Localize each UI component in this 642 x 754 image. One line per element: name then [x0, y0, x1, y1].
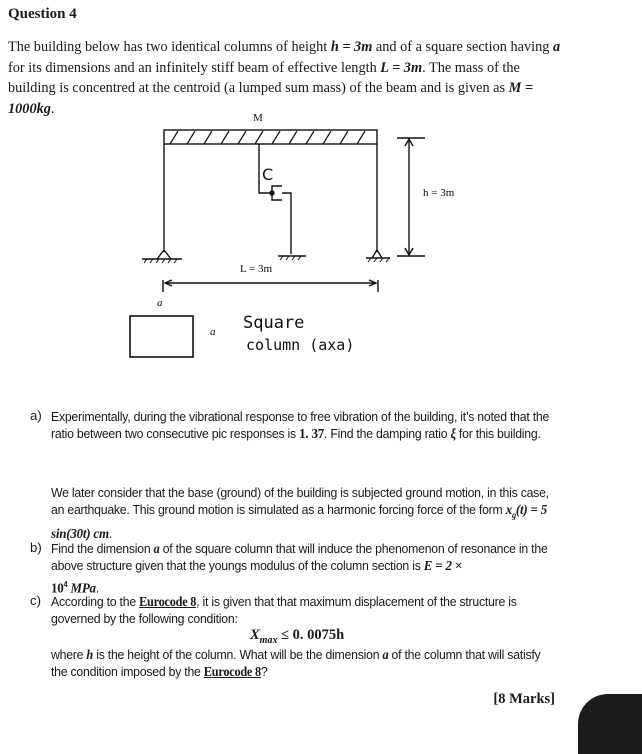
eurocode-link: Eurocode 8 [139, 594, 197, 609]
length-label: L = 3m [240, 263, 273, 275]
square-section [130, 316, 193, 357]
damper-label: C [262, 165, 274, 184]
dim-a-side: a [210, 326, 216, 338]
mass-label: M [253, 112, 263, 124]
part-a-label: a) [30, 408, 42, 423]
part-c-text-2: where h is the height of the column. What will be the dimension a of the column that will satisfy the condition imposed by the Eurocode 8? [51, 647, 541, 680]
condition-equation: $X_{max} \le 0$. 0075h [250, 627, 345, 646]
dim-a-bottom: a [157, 297, 163, 309]
section-note-line1: Square [243, 313, 305, 333]
stiff-beam [164, 130, 377, 144]
section-note-line2: column (axa) [246, 336, 355, 354]
eurocode-link-2: Eurocode 8 [203, 664, 261, 680]
height-label: h = 3m [423, 187, 455, 199]
ground-equation: $x_g(t) = 5$ sin(30t) cm [51, 503, 548, 542]
marks-label: [8 Marks] [493, 691, 555, 707]
part-b-text: Find the dimension a of the square column that will induce the phenomenon of resonance in the above structure given that the youngs modulus of the column section is E = 2 × $10^4$ MPa. [51, 541, 548, 597]
part-a-text: Experimentally, during the vibrational response to free vibration of the building, it’s noted that the ratio between two consecutive pic responses is 1. 37. Find the damping ratio ξ for this building. [51, 409, 550, 443]
part-c-text: According to the Eurocode 8, it is given that that maximum displacement of the structure is governed by the following condition: [51, 594, 517, 627]
ground-motion-text: We later consider that the base (ground) of the building is subjected ground motion, in this case, an earthquake. This ground motion is simulated as a harmonic forcing force of the form $x_g(t) = 5$ sin(30t) cm. [51, 485, 549, 542]
floating-help-button[interactable] [578, 694, 642, 754]
question-intro: The building below has two identical columns of height h = 3m and of a square section having a for its dimensions and an infinitely stiff beam of effective length L = 3m. The mass of the building is concentred at the centroid (a lumped sum mass) of the beam and is given as M = 1000kg. [8, 39, 561, 117]
part-c-label: c) [30, 593, 41, 608]
question-title: Question 4 [8, 6, 77, 22]
part-b-label: b) [30, 540, 42, 555]
